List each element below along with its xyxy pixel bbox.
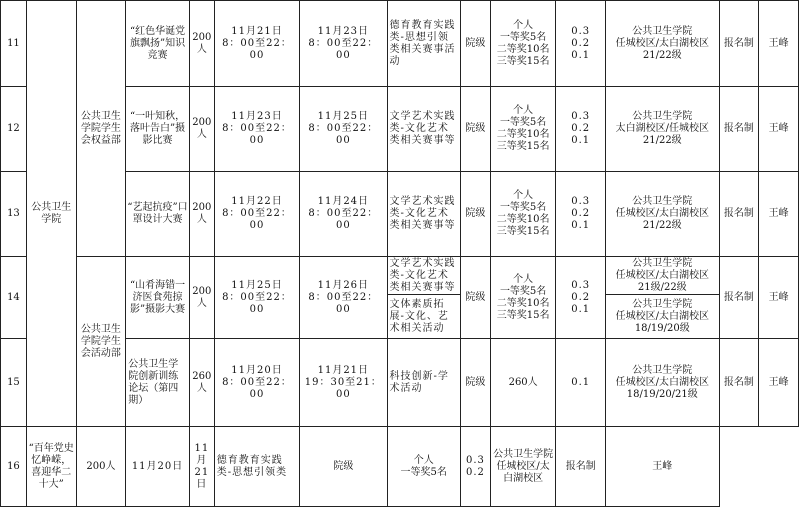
awards: 个人 一等奖5名 [387,427,460,507]
end-time: 11月21日 19：30至21：00 [300,339,387,427]
participation-mode: 报名制 [719,172,759,257]
end-time: 11月23日 8：00至22：00 [300,1,387,87]
row-number: 12 [1,87,27,172]
table-row [1,1,799,87]
activity-level: 院级 [460,172,490,257]
participant-scope: 公共卫生学院 任城校区/太白湖校区 21/22级 [606,1,719,87]
scores: 0.3 0.2 0.1 [556,87,606,172]
activity-name: 公共卫生学院创新训练论坛（第四期） [126,339,190,427]
organizer-cell: 公共卫生学院学生会活动部 [76,257,126,427]
start-time: 11月23日 8：00至22：00 [214,87,299,172]
participant-scope: 公共卫生学院 任城校区/太白湖校区 18/19/20/21级 [606,339,719,427]
scores: 0.3 0.2 0.1 [556,1,606,87]
awards: 个人 一等奖5名 二等奖10名 三等奖15名 [490,87,556,172]
participation-mode: 报名制 [719,1,759,87]
activity-category: 文学艺术实践类-文化艺术类相关赛事等 [387,257,460,295]
start-time: 11月20日 [126,427,190,507]
participation-mode: 报名制 [556,427,606,507]
participant-scope: 公共卫生学院 任城校区/太白湖校区 21/22级 [606,172,719,257]
participant-count: 200人 [189,257,214,339]
start-time: 11月25日 8：00至22：00 [214,257,299,339]
scores: 0.1 [556,339,606,427]
activity-level: 院级 [460,1,490,87]
organizer-cell: 公共卫生学院学生会权益部 [76,1,126,257]
participant-count: 200人 [189,1,214,87]
awards: 个人 一等奖5名 二等奖10名 三等奖15名 [490,172,556,257]
end-time: 11月25日 8：00至22：00 [300,87,387,172]
row-number: 13 [1,172,27,257]
contact-person: 王峰 [606,427,719,507]
table-row [1,257,799,295]
activity-name: “红色华诞党旗飘扬”知识竞赛 [126,1,190,87]
contact-person: 王峰 [759,339,799,427]
activity-category: 文学艺术实践类-文化艺术类相关赛事等 [387,172,460,257]
activity-category: 德育教育实践类-思想引领类 [214,427,299,507]
scores: 0.3 0.2 0.1 [556,172,606,257]
activity-name: “百年党史忆峥嵘，喜迎华二十大” [26,427,76,507]
participation-mode: 报名制 [719,339,759,427]
scores: 0.3 0.2 0.1 [556,257,606,339]
start-time: 11月22日 8：00至22：00 [214,172,299,257]
scores: 0.3 0.2 [460,427,490,507]
activity-level: 院级 [460,339,490,427]
row-number: 11 [1,1,27,87]
activity-category: 文体素质拓展-文化、艺术相关活动 [387,295,460,339]
participant-scope: 公共卫生学院 太白湖校区/任城校区 21/22级 [606,87,719,172]
row-number: 14 [1,257,27,339]
activity-name: “一叶知秋，落叶告白”摄影比赛 [126,87,190,172]
activity-category: 德育教育实践类-思想引领类相关赛事活动 [387,1,460,87]
start-time: 11月20日 8：00至22：00 [214,339,299,427]
participant-count: 260人 [189,339,214,427]
activity-name: “山肴海错一济医食苑掠影”摄影大赛 [126,257,190,339]
participation-mode: 报名制 [719,257,759,339]
activity-level: 院级 [460,87,490,172]
awards: 个人 一等奖5名 二等奖10名 三等奖15名 [490,1,556,87]
contact-person: 王峰 [759,172,799,257]
college-cell: 公共卫生学院 [26,1,76,427]
end-time: 11月26日 8：00至22：00 [300,257,387,339]
participant-count: 200人 [189,172,214,257]
activity-category: 文学艺术实践类-文化艺术类相关赛事等 [387,87,460,172]
participant-scope: 公共卫生学院 任城校区/太白湖校区 18/19/20级 [606,295,719,339]
awards: 260人 [490,339,556,427]
participation-mode: 报名制 [719,87,759,172]
row-number: 15 [1,339,27,427]
activity-level: 院级 [460,257,490,339]
activity-category: 科技创新-学术活动 [387,339,460,427]
contact-person: 王峰 [759,1,799,87]
contact-person: 王峰 [759,257,799,339]
participant-count: 200人 [189,87,214,172]
activity-level: 院级 [300,427,387,507]
awards: 个人 一等奖5名 二等奖10名 三等奖15名 [490,257,556,339]
activity-name: “艺起抗疫”口罩设计大赛 [126,172,190,257]
end-time: 11月24日 8：00至22：00 [300,172,387,257]
contact-person: 王峰 [759,87,799,172]
participant-scope: 公共卫生学院 任城校区/太白湖校区 21级/22级 [606,257,719,295]
participant-count: 200人 [76,427,126,507]
participant-scope: 公共卫生学院 任城校区/太白湖校区 [490,427,556,507]
end-time: 11月21日 [189,427,214,507]
start-time: 11月21日 8：00至22：00 [214,1,299,87]
row-number: 16 [1,427,27,507]
